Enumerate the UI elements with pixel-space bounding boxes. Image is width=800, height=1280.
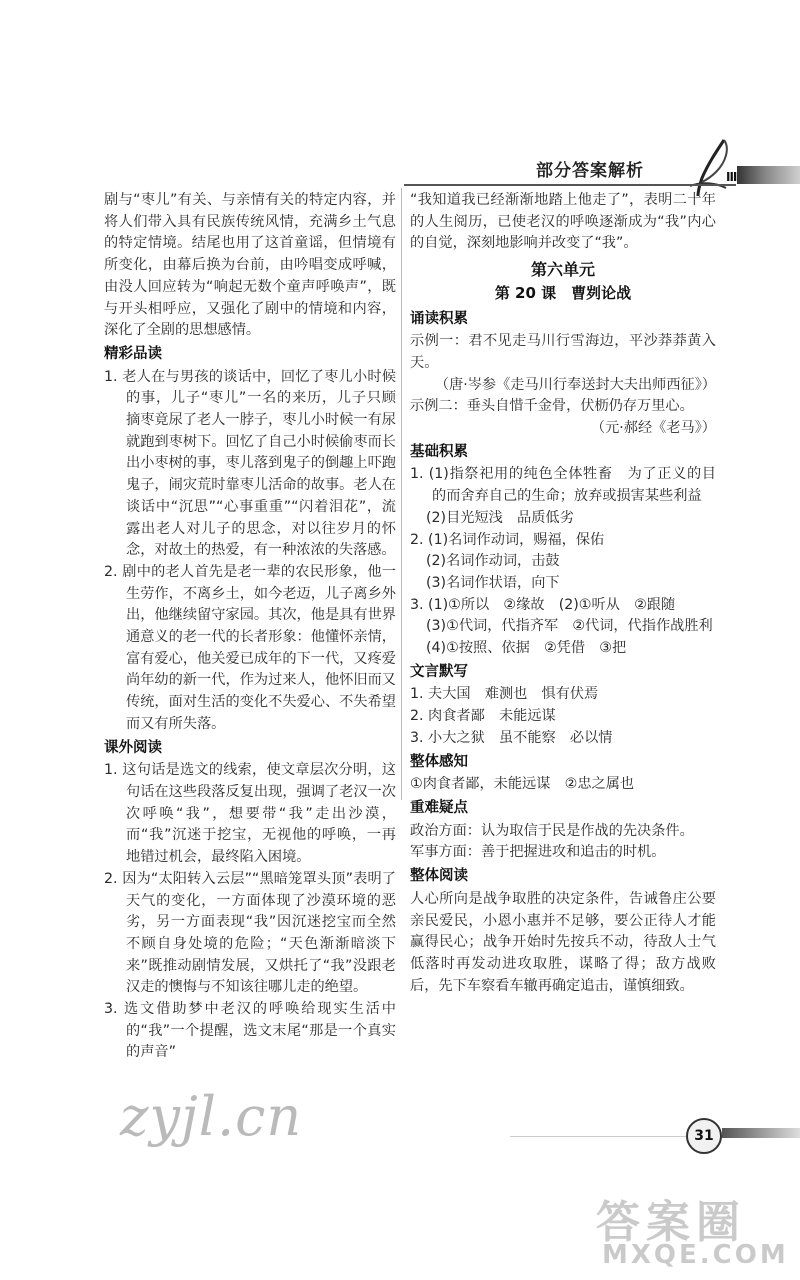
section-heading: 整体阅读	[410, 868, 468, 885]
section-heading: 基础积累	[410, 443, 468, 460]
footer-rule	[510, 1136, 686, 1137]
answer-item: 示例一：君不见走马川行雪海边，平沙莽莽黄入天。	[410, 333, 716, 371]
left-column	[104, 190, 396, 1064]
section-heading: 课外阅读	[104, 739, 162, 756]
section-heading: 诵读积累	[410, 310, 468, 327]
answer-item: 政治方面：认为取信于民是作战的先决条件。	[410, 822, 694, 839]
answer-item: (2)目光短浅 品质低劣	[426, 509, 574, 526]
page-number: 31	[686, 1118, 722, 1154]
header-bar	[737, 166, 800, 184]
left-intro: 剧与“枣儿”有关、与亲情有关的特定内容，并将人们带入具有民族传统风情，充满乡土气息的特定情境。结尾也用了这首童谣，但情境有所变化，由幕后换为台前，由吟唱变成呼喊，由没人回应转为“响起无数个童声呼唤声”，既与开头相呼应，又强化了剧中的情境和内容，深化了全剧的思想感情。	[104, 192, 396, 339]
answer-item: 3. 小大之狱 虽不能察 必以情	[410, 729, 613, 746]
answer-item: 人心所向是战争取胜的决定条件，告诫鲁庄公要亲民爱民，小恩小惠并不足够，要公正待人才能赢得民心；战争开始时先按兵不动，待敌人士气低落时再发动进攻取胜，谋略了得；敌方战败后，先下车察看车辙再确定追击，谨慎细致。	[410, 890, 716, 994]
lesson-title: 第 20 课 曹刿论战	[494, 283, 632, 302]
answer-item: 军事方面：善于把握进攻和追击的时机。	[410, 844, 666, 861]
unit-title: 第六单元	[530, 260, 595, 280]
right-sections	[410, 309, 716, 998]
answer-item: （唐·岑参《走马川行奉送封大夫出师西征》）	[434, 376, 716, 393]
answer-item: 1. 老人在与男孩的谈话中，回忆了枣儿小时候的事，儿子“枣儿”一名的来历，儿子只顾摘枣竟尿了老人一脖子，枣儿小时候一有尿就跑到枣树下。回忆了自己小时候偷枣而长出小枣树的事，枣儿落到鬼子的倒趣上吓跑鬼子，闹灾荒时靠枣儿活命的故事。老人在谈话中“沉思”“心事重重”“闪着泪花”，流露出老人对儿子的思念，对以往岁月的怀念，对故土的热爱，有一种浓浓的失落感。	[104, 368, 396, 559]
right-intro: “我知道我已经渐渐地踏上他走了”，表明二十年的人生阅历，已使老汉的呼唤逐渐成为“我”内心的自觉，深刻地影响并改变了“我”。	[410, 192, 716, 252]
section-heading: 文言默写	[410, 663, 468, 680]
section-heading: 重难疑点	[410, 799, 468, 816]
answer-item: (3)名词作状语，向下	[426, 574, 560, 591]
watermark-right-top: 答案圈	[596, 1197, 746, 1248]
answer-item: 2. (1)名词作动词，赐福，保佑	[410, 531, 605, 548]
footer-bar	[722, 1128, 800, 1138]
watermark-left: zyjl.cn	[120, 1085, 303, 1148]
answer-item: (2)名词作动词，击鼓	[426, 553, 560, 570]
header-title: 部分答案解析	[536, 161, 644, 181]
answer-item: (3)①代词，代指齐军 ②代词，代指作战胜利	[426, 618, 713, 635]
watermark-right-bottom: MXQE.COM	[602, 1240, 789, 1270]
section-heading: 整体感知	[410, 753, 468, 770]
answer-item: 1. (1)指祭祀用的纯色全体牲畜 为了正义的目的而舍弃自己的生命；放弃或损害某些利益	[410, 466, 716, 505]
column-divider	[401, 188, 402, 800]
answer-item: 示例二：垂头自惜千金骨，伏枥仍存万里心。	[410, 398, 694, 415]
answer-item: 3. (1)①所以 ②缘故 (2)①听从 ②跟随	[410, 596, 676, 613]
answer-item: 2. 因为“太阳转入云层”“黑暗笼罩头顶”表明了天气的变化，一方面体现了沙漠环境的恶劣，另一方面表现“我”因沉迷挖宝而全然不顾自身处境的危险；“天色渐渐暗淡下来”既推动剧情发展，又烘托了“我”没跟老汉走的懊悔与不知该往哪儿走的绝望。	[104, 870, 396, 996]
feather-pen-icon	[686, 138, 736, 198]
answer-item: 2. 剧中的老人首先是老一辈的农民形象，他一生劳作，不离乡土，如今老迈，儿子离乡外出，他继续留守家园。其次，他是具有世界通意义的老一代的长者形象：他懂怀亲情，富有爱心，他关爱已成年的下一代，又疼爱尚年幼的新一代，作为过来人，他怀旧而又传统，面对生活的变化不失爱心、不失希望而又有所失落。	[104, 563, 396, 732]
answer-item: 2. 肉食者鄙 未能远谋	[410, 708, 556, 725]
answer-item: ①肉食者鄙，未能远谋 ②忠之属也	[410, 776, 635, 793]
answer-item: (4)①按照、依据 ②凭借 ③把	[426, 640, 627, 657]
right-column	[410, 190, 716, 997]
answer-item: （元·郝经《老马》）	[590, 420, 716, 437]
section-heading: 精彩品读	[104, 345, 162, 362]
answer-item: 1. 这句话是选文的线索，使文章层次分明，这句话在这些段落反复出现，强调了老汉一次次呼唤“我”，想要带“我”走出沙漠，而“我”沉迷于挖宝，无视他的呼唤，一再地错过机会，最终陷入困境。	[104, 762, 396, 866]
header-rule	[404, 184, 736, 186]
header-ticks: III	[726, 170, 737, 184]
answer-item: 3. 选文借助梦中老汉的呼唤给现实生活中的“我”一个提醒，选文末尾“那是一个真实的声音”	[104, 1001, 396, 1061]
answer-item: 1. 夫大国 难测也 惧有伏焉	[410, 686, 599, 703]
